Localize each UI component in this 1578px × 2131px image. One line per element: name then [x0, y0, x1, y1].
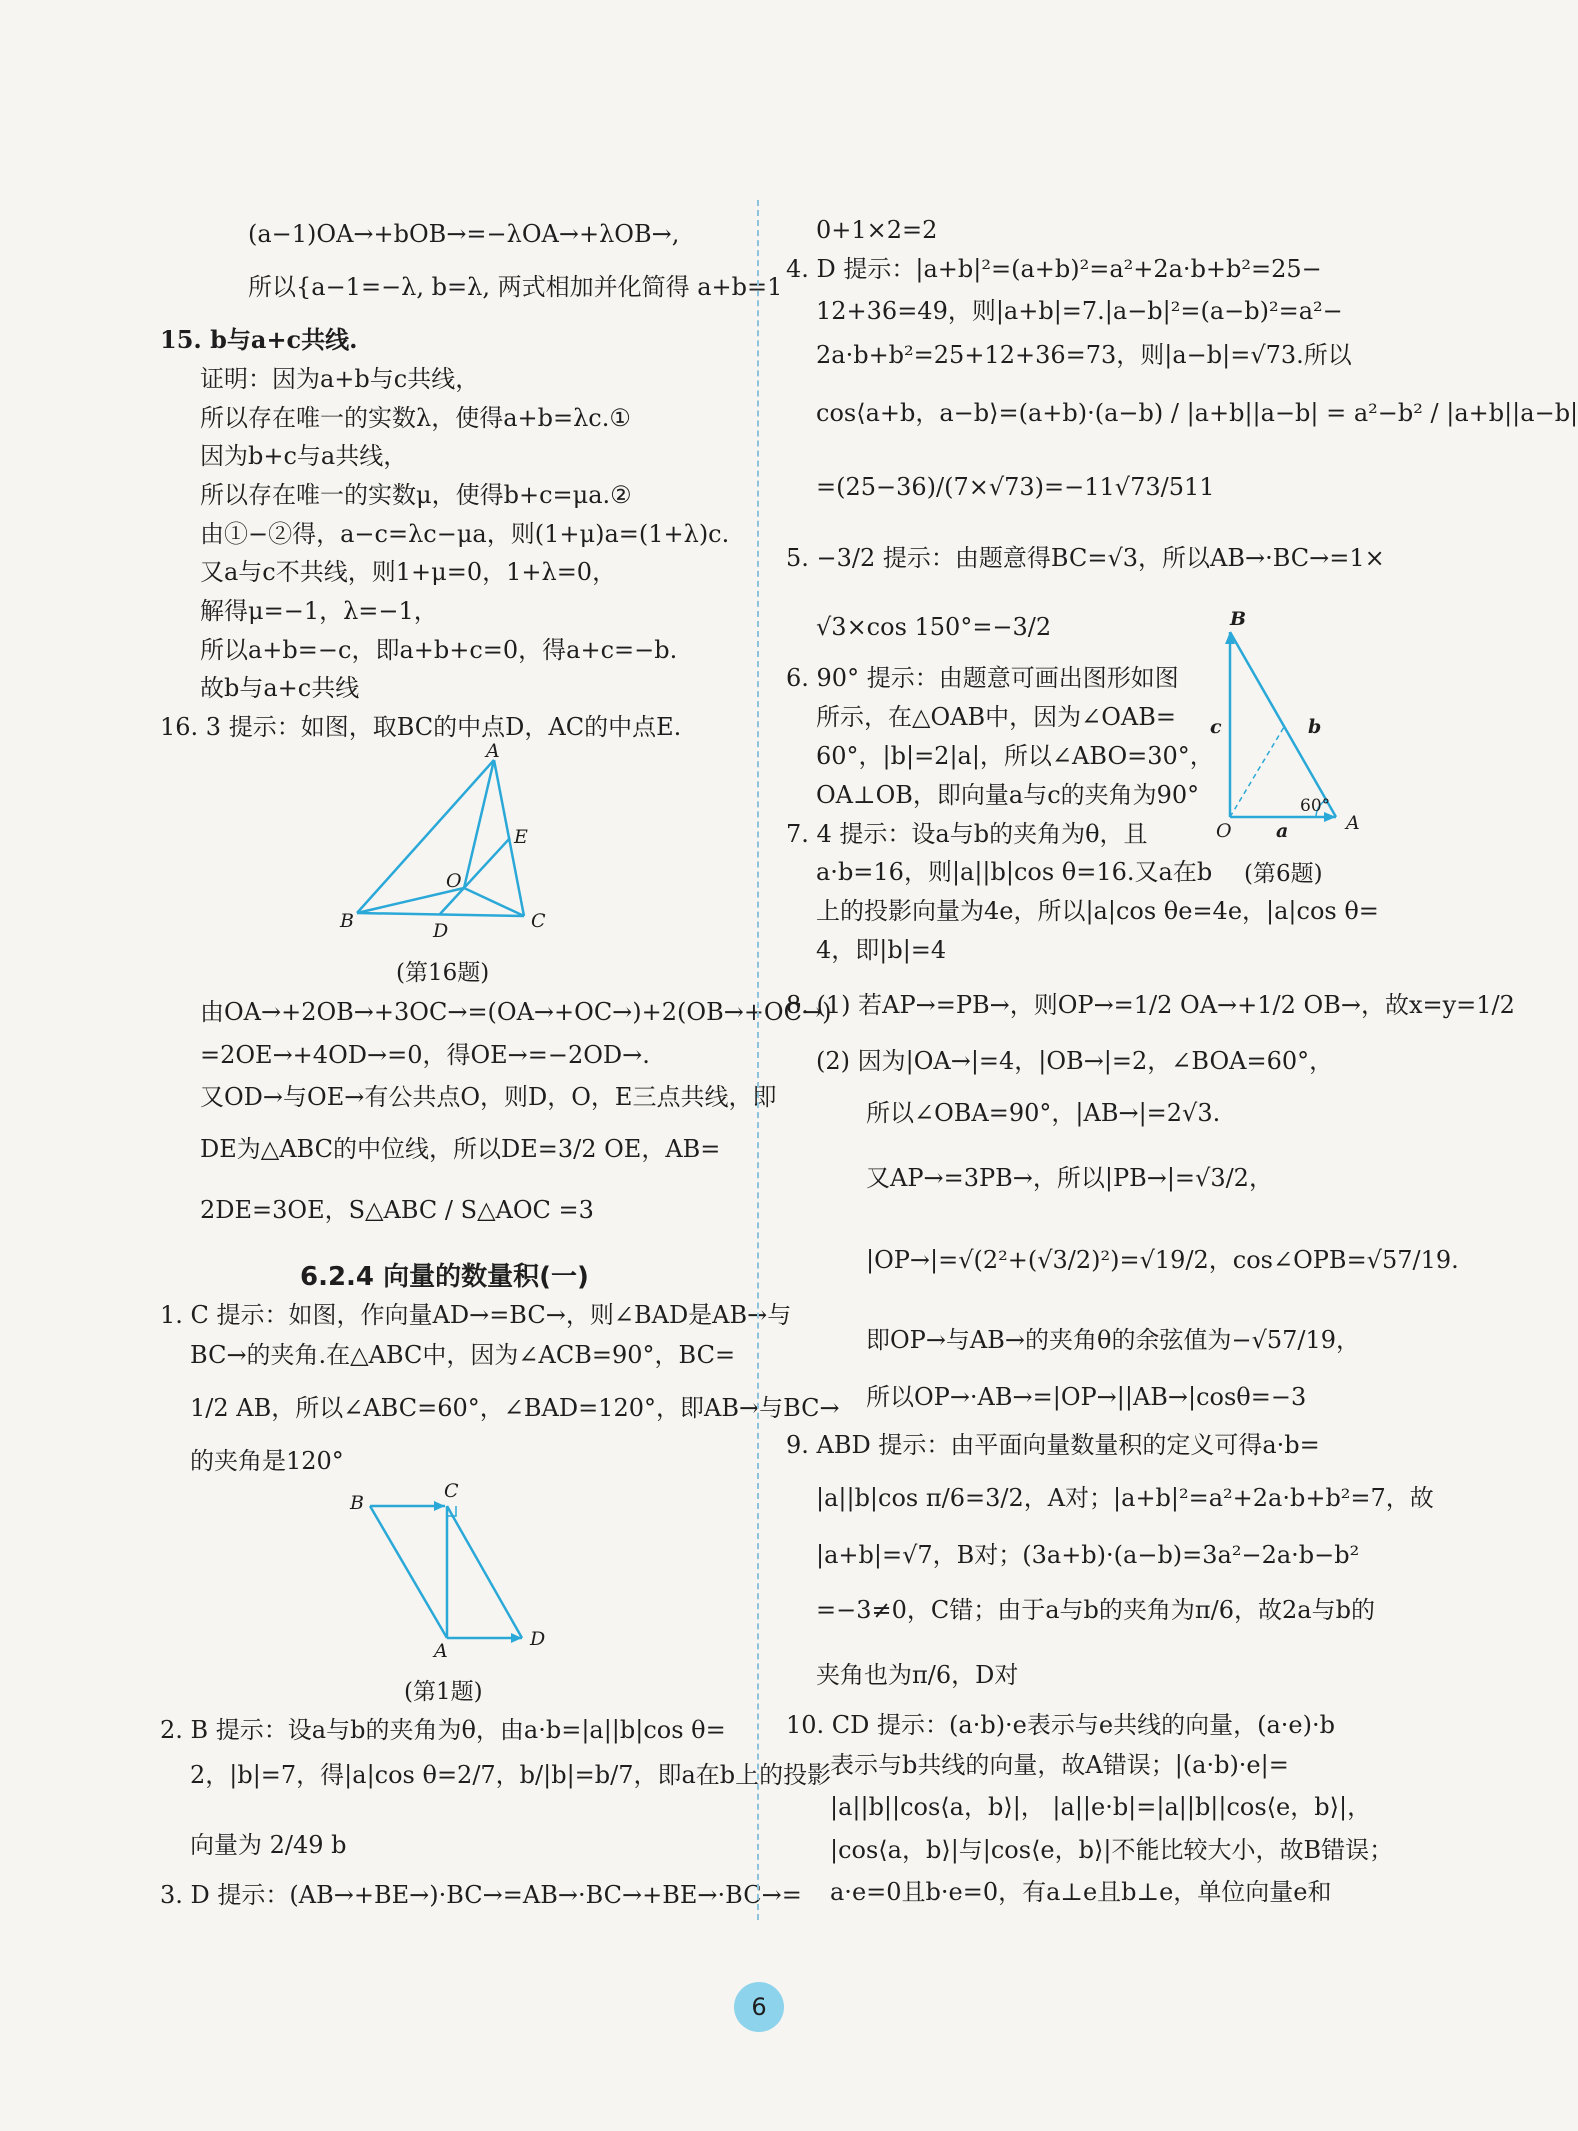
- problem-2: 2. B 提示：设a与b的夹角为θ，由a·b=|a||b|cos θ=: [160, 1716, 726, 1744]
- text-line: 0+1×2=2: [816, 216, 938, 244]
- label-a: A: [1346, 812, 1360, 834]
- label-e: E: [514, 826, 528, 848]
- label-a: A: [486, 740, 500, 762]
- text-line: 向量为 2/49 b: [190, 1831, 347, 1859]
- text-line: 所以存在唯一的实数λ，使得a+b=λc.①: [200, 404, 631, 432]
- segment-cd: [447, 1506, 522, 1638]
- problem-1: 1. C 提示：如图，作向量AD→=BC→，则∠BAD是AB→与: [160, 1301, 792, 1329]
- problem-10: 10. CD 提示：(a·b)·e表示与e共线的向量，(a·e)·b: [786, 1711, 1335, 1739]
- text-line: |a+b|=√7，B对；(3a+b)·(a−b)=3a²−2a·b−b²: [816, 1541, 1360, 1569]
- text-line: 又AP→=3PB→，所以|PB→|=√3/2，: [866, 1164, 1273, 1192]
- text-line: =2OE→+4OD→=0，得OE→=−2OD→.: [200, 1041, 650, 1069]
- side-ab: [357, 760, 494, 913]
- text-line: |OP→|=√(2²+(√3/2)²)=√19/2，cos∠OPB=√57/19.: [866, 1246, 1459, 1274]
- label-vector-c: c: [1210, 716, 1222, 738]
- segment-co: [464, 888, 524, 916]
- text-line: 因为b+c与a共线，: [200, 442, 408, 470]
- label-o: O: [446, 870, 462, 892]
- label-d: D: [530, 1628, 546, 1650]
- text-line: |a||b||cos⟨a，b⟩|， |a||e·b|=|a||b||cos⟨e，b⟩|，: [830, 1793, 1372, 1821]
- side-ba: [370, 1506, 447, 1638]
- label-d: D: [433, 920, 449, 942]
- label-o: O: [1216, 820, 1232, 842]
- label-b: B: [1230, 608, 1247, 630]
- text-line: =(25−36)/(7×√73)=−11√73/511: [816, 473, 1215, 501]
- text-line: 的夹角是120°: [190, 1447, 344, 1475]
- text-line: 夹角也为π/6，D对: [816, 1661, 1019, 1689]
- text-line: √3×cos 150°=−3/2: [816, 613, 1052, 641]
- text-line: 1/2 AB，所以∠ABC=60°，∠BAD=120°，即AB→与BC→: [190, 1394, 840, 1422]
- text-line: DE为△ABC的中位线，所以DE=3/2 OE，AB=: [200, 1135, 721, 1163]
- text-line: 所以{a−1=−λ, b=λ, 两式相加并化简得 a+b=1: [248, 273, 783, 301]
- text-line: 所以OP→·AB→=|OP→||AB→|cosθ=−3: [866, 1383, 1307, 1411]
- segment-ao: [464, 760, 494, 888]
- text-line: (a−1)OA→+bOB→=−λOA→+λOB→,: [248, 220, 680, 248]
- text-line: 2a·b+b²=25+12+36=73，则|a−b|=√73.所以: [816, 341, 1352, 369]
- problem-4: 4. D 提示：|a+b|²=(a+b)²=a²+2a·b+b²=25−: [786, 255, 1322, 283]
- text-line: a·b=16，则|a||b|cos θ=16.又a在b: [816, 858, 1213, 886]
- angle-label: 60°: [1300, 796, 1331, 816]
- figure-1: [350, 1480, 560, 1662]
- text-line: 2，|b|=7，得|a|cos θ=2/7，b/|b|=b/7，即a在b上的投影: [190, 1761, 832, 1789]
- text-line: 所以存在唯一的实数μ，使得b+c=μa.②: [200, 481, 632, 509]
- text-line: 所以∠OBA=90°，|AB→|=2√3.: [866, 1099, 1221, 1127]
- text-line: 解得μ=−1，λ=−1，: [200, 597, 438, 625]
- figure-6: [1208, 608, 1360, 842]
- text-line: 故b与a+c共线: [200, 674, 360, 702]
- text-line: 2DE=3OE，S△ABC / S△AOC =3: [200, 1196, 594, 1224]
- label-vector-a: a: [1276, 820, 1289, 842]
- text-line: 60°，|b|=2|a|，所以∠ABO=30°，: [816, 742, 1214, 770]
- text-line: 即OP→与AB→的夹角θ的余弦值为−√57/19，: [866, 1326, 1361, 1354]
- problem-7: 7. 4 提示：设a与b的夹角为θ，且: [786, 820, 1148, 848]
- text-line: cos⟨a+b，a−b⟩=(a+b)·(a−b) / |a+b||a−b| = a²−b² / |a+b||a−b|: [816, 399, 1578, 427]
- label-b: B: [350, 1492, 364, 1514]
- text-line: 证明：因为a+b与c共线，: [200, 365, 480, 393]
- text-line: 又a与c不共线，则1+μ=0，1+λ=0，: [200, 558, 617, 586]
- label-a: A: [434, 1640, 448, 1662]
- label-vector-b: b: [1308, 716, 1322, 738]
- label-b: B: [340, 910, 354, 932]
- problem-3: 3. D 提示：(AB→+BE→)·BC→=AB→·BC→+BE→·BC→=: [160, 1881, 802, 1909]
- label-c: C: [444, 1480, 459, 1502]
- page-number-badge: 6: [734, 1982, 784, 2032]
- text-line: |cos⟨a，b⟩|与|cos⟨e，b⟩|不能比较大小，故B错误；: [830, 1836, 1394, 1864]
- text-line: 由①−②得，a−c=λc−μa，则(1+μ)a=(1+λ)c.: [200, 520, 730, 548]
- text-line: OA⊥OB，即向量a与c的夹角为90°: [816, 781, 1200, 809]
- text-line: 所示，在△OAB中，因为∠OAB=: [816, 703, 1176, 731]
- problem-6: 6. 90° 提示：由题意可画出图形如图: [786, 664, 1179, 692]
- figure-16-caption: (第16题): [396, 960, 490, 986]
- text-line: =−3≠0，C错；由于a与b的夹角为π/6，故2a与b的: [816, 1596, 1375, 1624]
- problem-8: 8. (1) 若AP→=PB→，则OP→=1/2 OA→+1/2 OB→，故x=y=1/2: [786, 991, 1515, 1019]
- section-title: 6.2.4 向量的数量积(一): [300, 1262, 589, 1292]
- text-line: 上的投影向量为4e，所以|a|cos θe=4e，|a|cos θ=: [816, 897, 1379, 925]
- text-line: 所以a+b=−c，即a+b+c=0，得a+c=−b.: [200, 636, 678, 664]
- text-line: 4，即|b|=4: [816, 936, 947, 964]
- figure-1-caption: (第1题): [404, 1679, 483, 1705]
- text-line: (2) 因为|OA→|=4，|OB→|=2，∠BOA=60°，: [816, 1047, 1334, 1075]
- figure-16: [340, 740, 560, 942]
- text-line: 由OA→+2OB→+3OC→=(OA→+OC→)+2(OB→+OC→): [200, 998, 832, 1026]
- text-line: 又OD→与OE→有公共点O，则D，O，E三点共线，即: [200, 1083, 777, 1111]
- problem-9: 9. ABD 提示：由平面向量数量积的定义可得a·b=: [786, 1431, 1320, 1459]
- text-line: 12+36=49，则|a+b|=7.|a−b|²=(a−b)²=a²−: [816, 297, 1343, 325]
- text-line: 表示与b共线的向量，故A错误；|(a·b)·e|=: [830, 1751, 1289, 1779]
- column-divider: [757, 200, 759, 1920]
- text-line: a·e=0且b·e=0，有a⊥e且b⊥e，单位向量e和: [830, 1878, 1332, 1906]
- text-line: |a||b|cos π/6=3/2，A对；|a+b|²=a²+2a·b+b²=7，故: [816, 1484, 1434, 1512]
- label-c: C: [531, 910, 546, 932]
- problem-15: 15. b与a+c共线.: [160, 325, 358, 354]
- problem-16: 16. 3 提示：如图，取BC的中点D，AC的中点E.: [160, 713, 682, 741]
- figure-6-caption: (第6题): [1244, 861, 1323, 887]
- problem-5: 5. −3/2 提示：由题意得BC=√3，所以AB→·BC→=1×: [786, 544, 1385, 572]
- text-line: BC→的夹角.在△ABC中，因为∠ACB=90°，BC=: [190, 1341, 736, 1369]
- dashed-line: [1230, 727, 1284, 817]
